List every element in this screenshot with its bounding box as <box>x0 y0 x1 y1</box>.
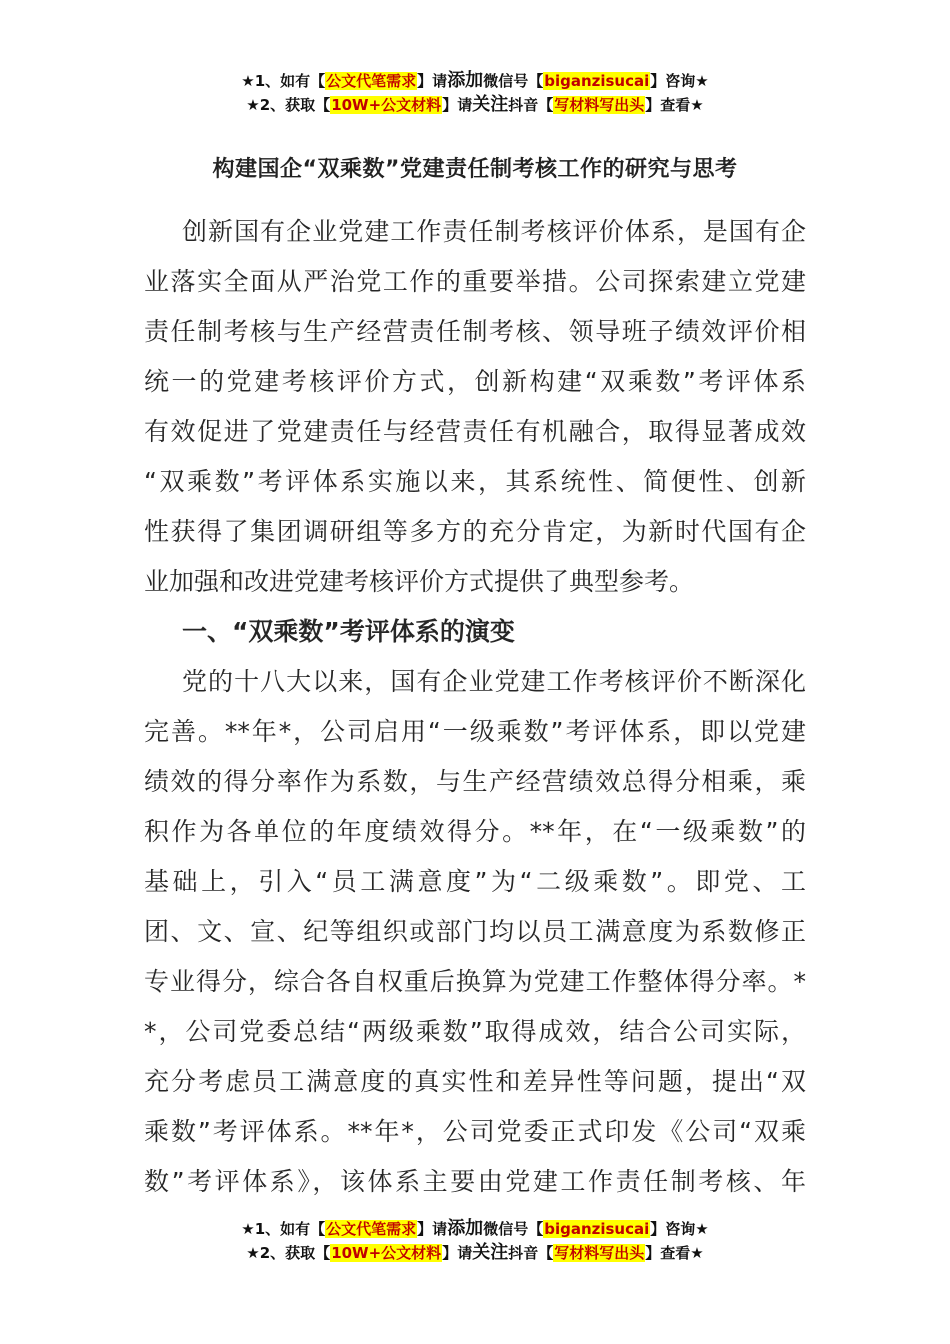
top-ad-banner <box>0 69 950 117</box>
body-line: 充分考虑员工满意度的真实性和差异性等问题，提出“双 <box>144 1067 806 1096</box>
ad-highlight: 公文代笔需求 <box>326 1220 417 1238</box>
body-line: 有效促进了党建责任与经营责任有机融合，取得显著成效 <box>144 417 806 446</box>
body-line: 数”考评体系》，该体系主要由党建工作责任制考核、年 <box>144 1167 806 1196</box>
ad-line-2: ★2、获取【10W+公文材料】请关注抖音【写材料写出头】查看★ <box>246 1242 704 1263</box>
document-body <box>144 207 806 1207</box>
ad-highlight: 10W+公文材料 <box>331 96 442 114</box>
ad-wechat-id: biganzisucai <box>544 1220 650 1238</box>
body-line: 团、文、宣、纪等组织或部门均以员工满意度为系数修正 <box>144 917 806 946</box>
body-line: 创新国有企业党建工作责任制考核评价体系，是国有企 <box>182 217 806 246</box>
ad-highlight: 10W+公文材料 <box>331 1244 442 1262</box>
body-line: “双乘数”考评体系实施以来，其系统性、简便性、创新 <box>144 467 806 496</box>
ad-line-1: ★1、如有【公文代笔需求】请添加微信号【biganzisucai】咨询★ <box>241 1218 709 1239</box>
body-line: 乘数”考评体系。**年*，公司党委正式印发《公司“双乘 <box>144 1117 806 1146</box>
body-line: 业加强和改进党建考核评价方式提供了典型参考。 <box>144 567 695 596</box>
body-line: 基础上，引入“员工满意度”为“二级乘数”。即党、工 <box>144 867 806 896</box>
ad-line-1: ★1、如有【公文代笔需求】请添加微信号【biganzisucai】咨询★ <box>241 70 709 91</box>
ad-wechat-id: biganzisucai <box>544 72 650 90</box>
body-line: 绩效的得分率作为系数，与生产经营绩效总得分相乘，乘 <box>144 767 806 796</box>
ad-line-2: ★2、获取【10W+公文材料】请关注抖音【写材料写出头】查看★ <box>246 94 704 115</box>
body-line: 专业得分，综合各自权重后换算为党建工作整体得分率。* <box>144 967 806 996</box>
body-line: 性获得了集团调研组等多方的充分肯定，为新时代国有企 <box>144 517 806 546</box>
body-line: 完善。**年*，公司启用“一级乘数”考评体系，即以党建 <box>144 717 806 746</box>
body-line: 统一的党建考核评价方式，创新构建“双乘数”考评体系 <box>144 367 806 396</box>
document-title: 构建国企“双乘数”党建责任制考核工作的研究与思考 <box>212 157 738 182</box>
body-line: 积作为各单位的年度绩效得分。**年，在“一级乘数”的 <box>144 817 806 846</box>
body-line: 党的十八大以来，国有企业党建工作考核评价不断深化 <box>182 667 806 696</box>
body-line: *，公司党委总结“两级乘数”取得成效，结合公司实际， <box>144 1017 806 1046</box>
body-line: 责任制考核与生产经营责任制考核、领导班子绩效评价相 <box>144 317 806 346</box>
bottom-ad-banner <box>0 1217 950 1265</box>
ad-highlight: 公文代笔需求 <box>326 72 417 90</box>
body-line: 业落实全面从严治党工作的重要举措。公司探索建立党建 <box>144 267 806 296</box>
ad-douyin-id: 写材料写出头 <box>554 96 645 114</box>
ad-douyin-id: 写材料写出头 <box>554 1244 645 1262</box>
section-heading: 一、“双乘数”考评体系的演变 <box>182 617 515 646</box>
